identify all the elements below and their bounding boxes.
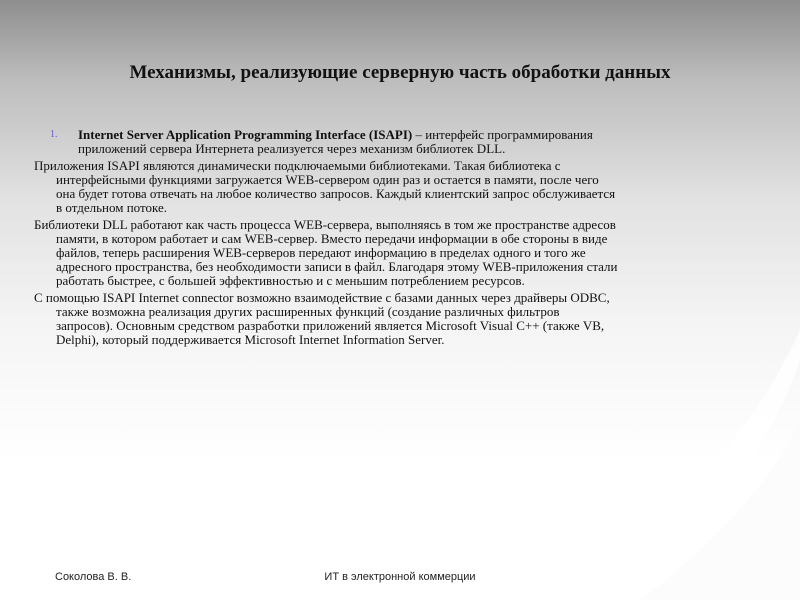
item-text: – интерфейс программирования [412, 127, 593, 142]
text-line: запросов). Основным средством разработки приложений является Microsoft Visual C++ (также VB, [56, 318, 605, 333]
text-line: интерфейсными функциями загружается WEB-сервером один раз и остается в памяти, после чего [56, 172, 599, 187]
list-number: 1. [50, 129, 58, 140]
text-line: файлов, теперь расширения WEB-серверов передают информацию в пределах одного и того же [56, 245, 586, 260]
text-line: работать быстрее, с большей эффективностью и с меньшим потреблением ресурсов. [56, 273, 525, 288]
slide-body [34, 128, 794, 350]
text-line: она будет готова отвечать на любое количество запросов. Каждый клиентский запрос обслуживается [56, 186, 616, 201]
paragraph [34, 218, 794, 288]
text-line: адресного пространства, без необходимости записи в файл. Благодаря этому WEB-приложения стали [56, 259, 618, 274]
text-line: Приложения ISAPI являются динамически подключаемыми библиотеками. Такая библиотека с [34, 158, 561, 173]
paragraph [34, 159, 794, 215]
isapi-term: Internet Server Application Programming Interface (ISAPI) [78, 127, 413, 142]
paragraph [34, 291, 794, 347]
text-line: Delphi), который поддерживается Microsoft Internet Information Server. [56, 332, 445, 347]
slide-title: Механизмы, реализующие серверную часть обработки данных [129, 62, 671, 83]
text-line: С помощью ISAPI Internet connector возможно взаимодействие с базами данных через драйверы ODBC, [34, 290, 610, 305]
footer-course: ИТ в электронной коммерции [324, 571, 476, 583]
item-text: приложений сервера Интернета реализуется через механизм библиотек DLL. [78, 141, 506, 156]
text-line: в отдельном потоке. [56, 200, 168, 215]
list-item-1 [34, 128, 794, 156]
text-line: Библиотеки DLL работают как часть процесса WEB-сервера, выполняясь в том же пространстве адресов [34, 217, 616, 232]
text-line: также возможна реализация других расширенных функций (создание различных фильтров [56, 304, 560, 319]
text-line: памяти, в котором работает и сам WEB-сервер. Вместо передачи информации в обе стороны в виде [56, 231, 608, 246]
footer-author: Соколова В. В. [55, 571, 132, 583]
